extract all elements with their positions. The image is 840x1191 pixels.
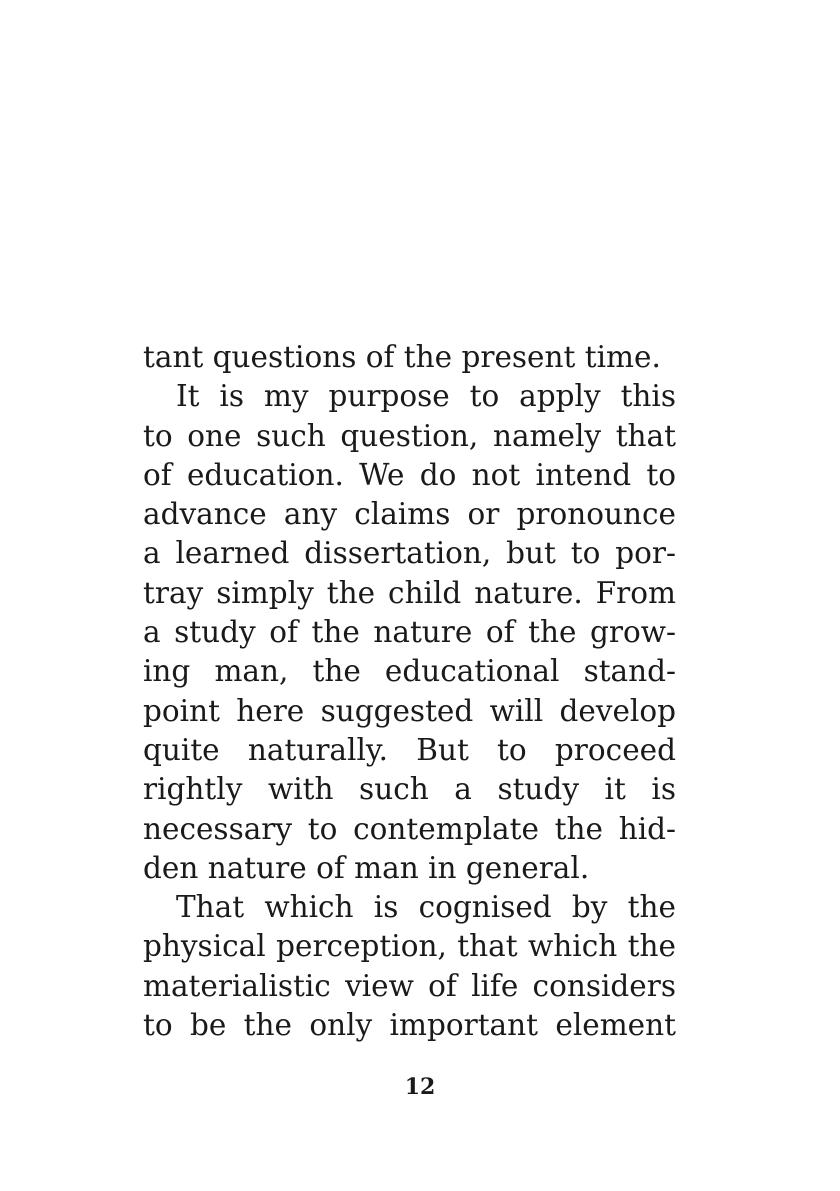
text-line: advance any claims or pronounce	[143, 497, 676, 532]
text-line: necessary to contemplate the hid-	[143, 811, 676, 846]
text-line: That which is cognised by the	[176, 890, 676, 925]
text-line: rightly with such a study it is	[143, 772, 676, 807]
text-line: a learned dissertation, but to por-	[143, 536, 676, 571]
text-line: to one such question, namely that	[143, 418, 676, 453]
body-text	[143, 338, 676, 1045]
page-number: 12	[404, 1074, 436, 1100]
text-line: ing man, the educational stand-	[143, 654, 676, 689]
text-line: point here suggested will develop	[143, 693, 676, 728]
text-line: physical perception, that which the	[143, 929, 676, 964]
text-line: a study of the nature of the grow-	[143, 615, 676, 650]
text-line: materialistic view of life considers	[143, 968, 676, 1003]
text-line: tant questions of the present time.	[143, 340, 661, 374]
text-line: of education. We do not intend to	[143, 457, 676, 492]
text-line: It is my purpose to apply this	[176, 379, 676, 414]
text-line: quite naturally. But to proceed	[143, 732, 676, 767]
text-line: tray simply the child nature. From	[143, 575, 676, 610]
text-line: den nature of man in general.	[143, 850, 590, 885]
text-line: to be the only important element	[143, 1008, 676, 1043]
